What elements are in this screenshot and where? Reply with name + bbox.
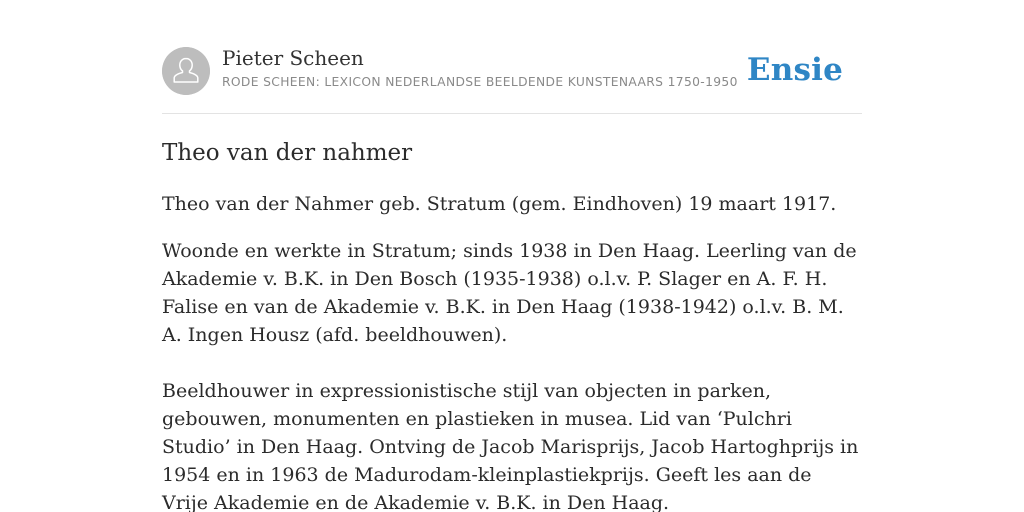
article-page: [162, 0, 862, 512]
ensie-logo[interactable]: Ensie: [746, 52, 843, 88]
article-paragraph: Beeldhouwer in expressionistische stijl van objecten in parken, gebouwen, monumenten en plastieken in musea. Lid van ‘Pulchri Studio’ in Den Haag. Ontving de Jacob Marisprijs, Jacob Hartoghprijs in 1954 en in 1963 de Madurodam-kleinplastiekprijs. Geeft les aan de Vrije Akademie en de Akademie v. B.K. in Den Haag.: [162, 380, 859, 512]
author-header: [162, 46, 862, 96]
article-paragraph: Woonde en werkte in Stratum; sinds 1938 in Den Haag. Leerling van de Akademie v. B.K. in Den Bosch (1935-1938) o.l.v. P. Slager en A. F. H. Falise en van de Akademie v. B.K. in Den Haag (1938-1942) o.l.v. B. M. A. Ingen Housz (afd. beeldhouwen).: [162, 240, 857, 346]
source-title[interactable]: RODE SCHEEN: LEXICON NEDERLANDSE BEELDENDE KUNSTENAARS 1750-1950: [222, 75, 738, 89]
author-avatar[interactable]: [162, 47, 210, 95]
author-name[interactable]: Pieter Scheen: [222, 46, 364, 70]
user-silhouette-icon: [162, 47, 210, 95]
article-title: Theo van der nahmer: [162, 140, 413, 166]
article-paragraph: Theo van der Nahmer geb. Stratum (gem. Eindhoven) 19 maart 1917.: [162, 193, 837, 215]
header-divider: [162, 113, 862, 114]
